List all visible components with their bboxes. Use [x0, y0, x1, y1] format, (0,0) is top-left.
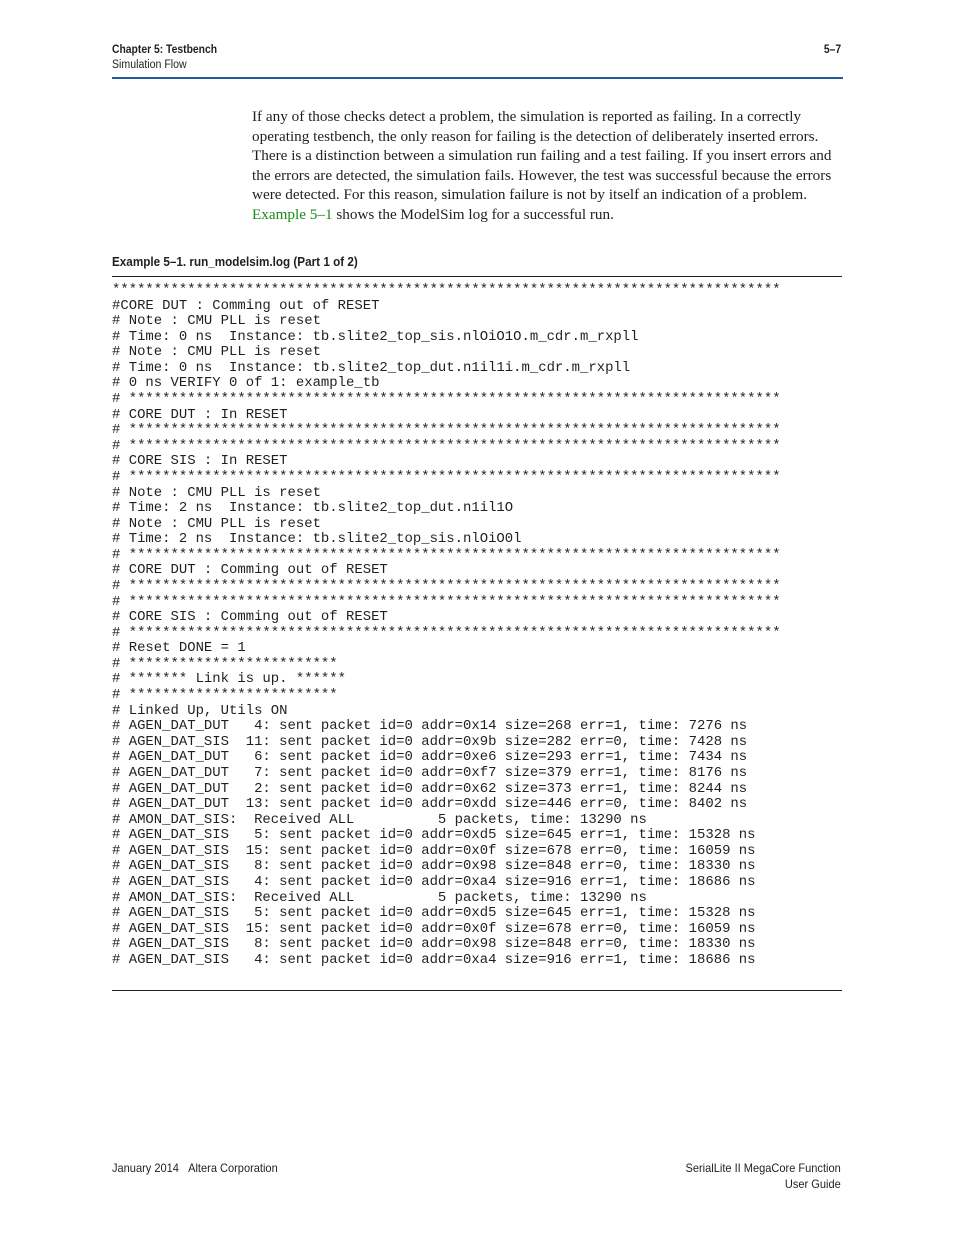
log-line: # ******************************************************************************: [112, 578, 781, 594]
log-line: # Reset DONE = 1: [112, 641, 246, 657]
example-bottom-rule: [112, 990, 842, 991]
log-line: # AGEN_DAT_DUT 4: sent packet id=0 addr=0x14 size=268 err=1, time: 7276 ns: [112, 719, 748, 735]
log-line: # CORE SIS : Comming out of RESET: [112, 610, 388, 626]
footer-product: SerialLite II MegaCore Function: [685, 1161, 841, 1175]
log-line: #CORE DUT : Comming out of RESET: [112, 298, 380, 314]
log-line: # AMON_DAT_SIS: Received ALL 5 packets, time: 13290 ns: [112, 890, 647, 906]
footer-date: January 2014: [112, 1161, 179, 1175]
body-text-before-link: If any of those checks detect a problem, the simulation is reported as failing. In a correctly operating testbench, the only reason for failing is the detection of deliberately inserted errors. There is a distinction between a simulation run failing and a test failing. If you insert errors and the errors are detected, the simulation fails. However, the test was successful because the errors were detected. For this reason, simulation failure is not by itself an indication of a problem.: [252, 108, 832, 203]
example-top-rule: [112, 276, 842, 277]
body-text-after-link: shows the ModelSim log for a successful run.: [332, 205, 614, 223]
log-line: # Note : CMU PLL is reset: [112, 485, 321, 501]
log-line: # Time: 2 ns Instance: tb.slite2_top_dut.n1il1O: [112, 501, 514, 517]
log-line: # Time: 2 ns Instance: tb.slite2_top_sis.nlOiO0l: [112, 532, 522, 548]
log-line: # CORE DUT : In RESET: [112, 407, 288, 423]
log-line: # ******************************************************************************: [112, 423, 781, 439]
log-line: # Linked Up, Utils ON: [112, 703, 288, 719]
page-number: 5–7: [823, 44, 841, 56]
log-line: # AGEN_DAT_DUT 13: sent packet id=0 addr=0xdd size=446 err=0, time: 8402 ns: [112, 797, 748, 813]
log-line: # AGEN_DAT_SIS 8: sent packet id=0 addr=0x98 size=848 err=0, time: 18330 ns: [112, 937, 756, 953]
log-line: # AGEN_DAT_SIS 15: sent packet id=0 addr=0x0f size=678 err=0, time: 16059 ns: [112, 921, 756, 937]
log-line: # AGEN_DAT_DUT 2: sent packet id=0 addr=0x62 size=373 err=1, time: 8244 ns: [112, 781, 748, 797]
log-line: # ******************************************************************************: [112, 594, 781, 610]
log-line: # CORE DUT : Comming out of RESET: [112, 563, 388, 579]
log-line: # 0 ns VERIFY 0 of 1: example_tb: [112, 376, 380, 392]
log-line: # AGEN_DAT_DUT 7: sent packet id=0 addr=0xf7 size=379 err=1, time: 8176 ns: [112, 765, 748, 781]
log-line: # AGEN_DAT_SIS 4: sent packet id=0 addr=0xa4 size=916 err=1, time: 18686 ns: [112, 952, 756, 968]
log-line: # *************************: [112, 656, 338, 672]
body-paragraph: [252, 107, 842, 224]
log-line: # Note : CMU PLL is reset: [112, 314, 321, 330]
log-line: # AGEN_DAT_SIS 5: sent packet id=0 addr=0xd5 size=645 err=1, time: 15328 ns: [112, 828, 756, 844]
log-line: ********************************************************************************: [112, 283, 781, 298]
log-line: # ******************************************************************************: [112, 392, 781, 408]
log-line: # CORE SIS : In RESET: [112, 454, 288, 470]
log-line: # ******************************************************************************: [112, 438, 781, 454]
log-line: # ******************************************************************************: [112, 547, 781, 563]
page-header: [112, 43, 843, 79]
log-listing: [112, 283, 842, 968]
log-line: # ******************************************************************************: [112, 469, 781, 485]
log-line: # AGEN_DAT_SIS 11: sent packet id=0 addr=0x9b size=282 err=0, time: 7428 ns: [112, 734, 748, 750]
log-line: # AGEN_DAT_SIS 4: sent packet id=0 addr=0xa4 size=916 err=1, time: 18686 ns: [112, 874, 756, 890]
log-line: # Time: 0 ns Instance: tb.slite2_top_sis.nlOiO1O.m_cdr.m_rxpll: [112, 329, 639, 345]
footer-right: [686, 1160, 841, 1192]
log-line: # AGEN_DAT_SIS 5: sent packet id=0 addr=0xd5 size=645 err=1, time: 15328 ns: [112, 906, 756, 922]
log-line: # Note : CMU PLL is reset: [112, 345, 321, 361]
log-line: # ******************************************************************************: [112, 625, 781, 641]
header-rule: [112, 77, 843, 79]
footer-left: [112, 1160, 278, 1176]
log-line: # *************************: [112, 688, 338, 704]
footer-company: Altera Corporation: [188, 1161, 278, 1175]
log-line: # ******* Link is up. ******: [112, 672, 346, 688]
log-line: # AGEN_DAT_SIS 8: sent packet id=0 addr=0x98 size=848 err=0, time: 18330 ns: [112, 859, 756, 875]
example-link[interactable]: Example 5–1: [252, 205, 333, 223]
log-line: # AMON_DAT_SIS: Received ALL 5 packets, time: 13290 ns: [112, 812, 647, 828]
log-line: # AGEN_DAT_DUT 6: sent packet id=0 addr=0xe6 size=293 err=1, time: 7434 ns: [112, 750, 748, 766]
log-line: # Note : CMU PLL is reset: [112, 516, 321, 532]
chapter-title: Chapter 5: Testbench: [112, 44, 218, 56]
footer-doc-type: User Guide: [785, 1177, 841, 1191]
section-title: Simulation Flow: [112, 59, 187, 71]
example-title: Example 5–1. run_modelsim.log (Part 1 of 2): [112, 254, 358, 269]
log-line: # Time: 0 ns Instance: tb.slite2_top_dut.n1il1i.m_cdr.m_rxpll: [112, 360, 631, 376]
log-line: # AGEN_DAT_SIS 15: sent packet id=0 addr=0x0f size=678 err=0, time: 16059 ns: [112, 843, 756, 859]
